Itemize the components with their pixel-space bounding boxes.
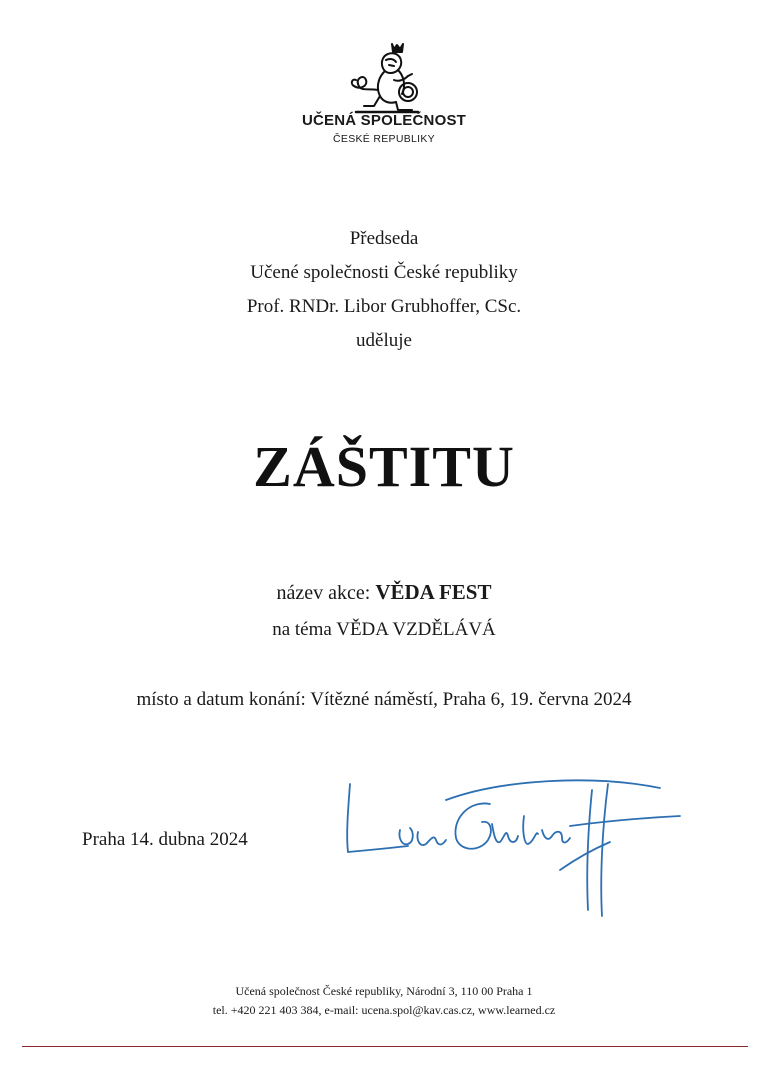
handwritten-signature-icon	[330, 760, 710, 930]
lion-crest-icon	[334, 40, 434, 116]
org-subtitle: ČESKÉ REPUBLIKY	[333, 133, 435, 145]
event-name-label: název akce:	[276, 582, 371, 604]
document-headline: ZÁŠTITU	[253, 434, 515, 499]
footer-address: Učená společnost České republiky, Národní 3, 110 00 Praha 1	[235, 984, 533, 998]
intro-organization: Učené společnosti České republiky	[250, 262, 518, 283]
intro-verb: uděluje	[356, 330, 412, 351]
signing-date: Praha 14. dubna 2024	[82, 829, 248, 850]
org-name: UČENÁ SPOLEČNOST	[301, 112, 467, 129]
event-place-date: místo a datum konání: Vítězné náměstí, Praha 6, 19. června 2024	[136, 689, 632, 710]
intro-title: Předseda	[349, 228, 419, 249]
footer-contact: tel. +420 221 403 384, e-mail: ucena.spol@kav.cas.cz, www.learned.cz	[212, 1003, 556, 1017]
footer-rule	[22, 1046, 748, 1047]
event-name-line	[0, 578, 768, 607]
event-theme: na téma VĚDA VZDĚLÁVÁ	[272, 619, 496, 640]
intro-person: Prof. RNDr. Libor Grubhoffer, CSc.	[246, 296, 522, 317]
event-name-value: VĚDA FEST	[375, 580, 492, 604]
